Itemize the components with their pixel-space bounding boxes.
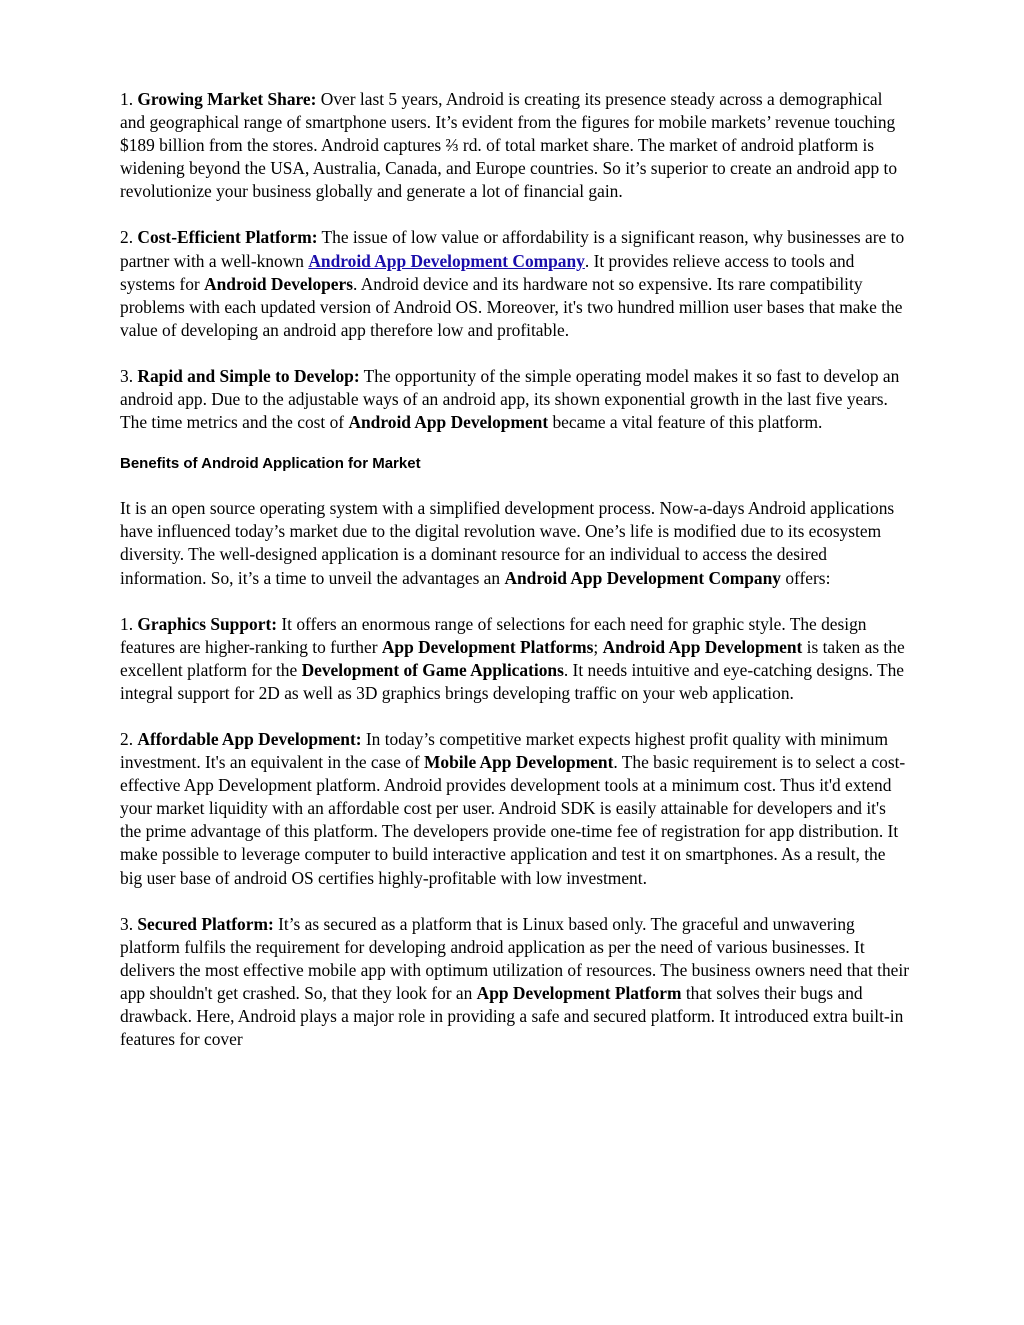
point-title: Affordable App Development: xyxy=(137,728,362,749)
bold-term: App Development Platforms xyxy=(381,636,594,657)
bold-term: Development of Game Applications xyxy=(301,659,564,680)
paragraph-text: The issue of low value or affordability is a significant reason, why businesses are to partner with a well-known xyxy=(120,227,905,271)
paragraph-affordable-app-development xyxy=(120,728,910,890)
section-heading: Benefits of Android Application for Market xyxy=(120,455,421,473)
bold-term: Mobile App Development xyxy=(424,752,614,773)
list-number: 2. xyxy=(120,227,138,248)
bold-term: Android App Development xyxy=(348,412,549,433)
point-title: Rapid and Simple to Develop: xyxy=(137,365,360,386)
paragraph-rapid-simple-develop xyxy=(120,365,910,434)
list-number: 3. xyxy=(120,365,138,386)
paragraph-text: . The basic requirement is to select a cost-effective App Development platform. Android provides development tools at a minimum cost. Thus it'd extend your market liquidity with an affordable cost per user. Android SDK is easily attainable for developers and it's the prime advantage of this platform. The developers provide one-time fee of registration for app distribution. It make possible to leverage computer to build interactive application and test it on smartphones. As a result, the big user base of android OS certifies highly-profitable with low investment. xyxy=(120,752,906,888)
list-number: 1. xyxy=(120,613,138,634)
bold-term: App Development Platform xyxy=(476,982,682,1003)
paragraph-text: is taken as the excellent platform for the xyxy=(120,636,905,680)
paragraph-graphics-support xyxy=(120,613,910,705)
paragraph-text: It is an open source operating system with a simplified development process. Now-a-days Android applications have influenced today’s market due to the digital revolution wave. One’s life is modified due to its ecosystem diversity. The well-designed application is a dominant resource for an individual to access the desired information. So, it’s a time to unveil the advantages an xyxy=(120,498,895,588)
paragraph-text: The opportunity of the simple operating model makes it so fast to develop an android app. Due to the adjustable ways of an android app, its shown exponential growth in the last five years. The time metrics and the cost of xyxy=(120,365,900,433)
paragraph-text: . It needs intuitive and eye-catching designs. The integral support for 2D as well as 3D graphics brings developing traffic on your web application. xyxy=(120,659,905,703)
paragraph-secured-platform xyxy=(120,913,910,1052)
point-title: Graphics Support: xyxy=(137,613,278,634)
point-title: Secured Platform: xyxy=(137,913,274,934)
list-number: 2. xyxy=(120,728,138,749)
document-page xyxy=(120,88,910,1051)
paragraph-text: It offers an enormous range of selections for each need for graphic style. The design features are higher-ranking to further xyxy=(120,613,867,657)
list-number: 1. xyxy=(120,89,138,109)
paragraph-text: became a vital feature of this platform. xyxy=(548,412,823,433)
paragraph-intro xyxy=(120,497,910,589)
list-number: 3. xyxy=(120,913,138,934)
bold-term: Android App Development Company xyxy=(504,567,781,588)
bold-term: Android App Development xyxy=(602,636,803,657)
paragraph-text: that solves their bugs and drawback. Here, Android plays a major role in providing a safe and secured platform. It introduced extra built-in features for cover xyxy=(120,982,904,1050)
point-title: Growing Market Share: xyxy=(137,89,317,109)
bold-term: Android Developers xyxy=(204,273,354,294)
paragraph-cost-efficient-platform xyxy=(120,226,910,341)
point-title: Cost-Efficient Platform: xyxy=(137,227,318,248)
android-app-development-company-link[interactable]: Android App Development Company xyxy=(308,250,585,271)
paragraph-text: Over last 5 years, Android is creating its presence steady across a demographical and geographical range of smartphone users. It’s evident from the figures for mobile markets’ revenue touching $189 billion from the stores. Android captures ⅔ rd. of total market share. The market of android platform is widening beyond the USA, Australia, Canada, and Europe countries. So it’s superior to create an android app to revolutionize your business globally and generate a lot of financial gain. xyxy=(120,89,898,202)
paragraph-text: . Android device and its hardware not so expensive. Its rare compatibility problems with each updated version of Android OS. Moreover, it's two hundred million user bases that make the value of developing an android app therefore low and profitable. xyxy=(120,273,903,340)
paragraph-text: . It provides relieve access to tools and systems for xyxy=(120,250,855,294)
paragraph-text: ; xyxy=(593,636,603,657)
paragraph-growing-market-share xyxy=(120,88,910,203)
paragraph-text: In today’s competitive market expects highest profit quality with minimum investment. It's an equivalent in the case of xyxy=(120,728,888,773)
paragraph-text: It’s as secured as a platform that is Linux based only. The graceful and unwavering platform fulfils the requirement for developing android application as per the need of various businesses. It delivers the most effective mobile app with optimum utilization of resources. The business owners need that their app shouldn't get crashed. So, that they look for an xyxy=(120,913,909,1003)
paragraph-text: offers: xyxy=(780,567,831,588)
